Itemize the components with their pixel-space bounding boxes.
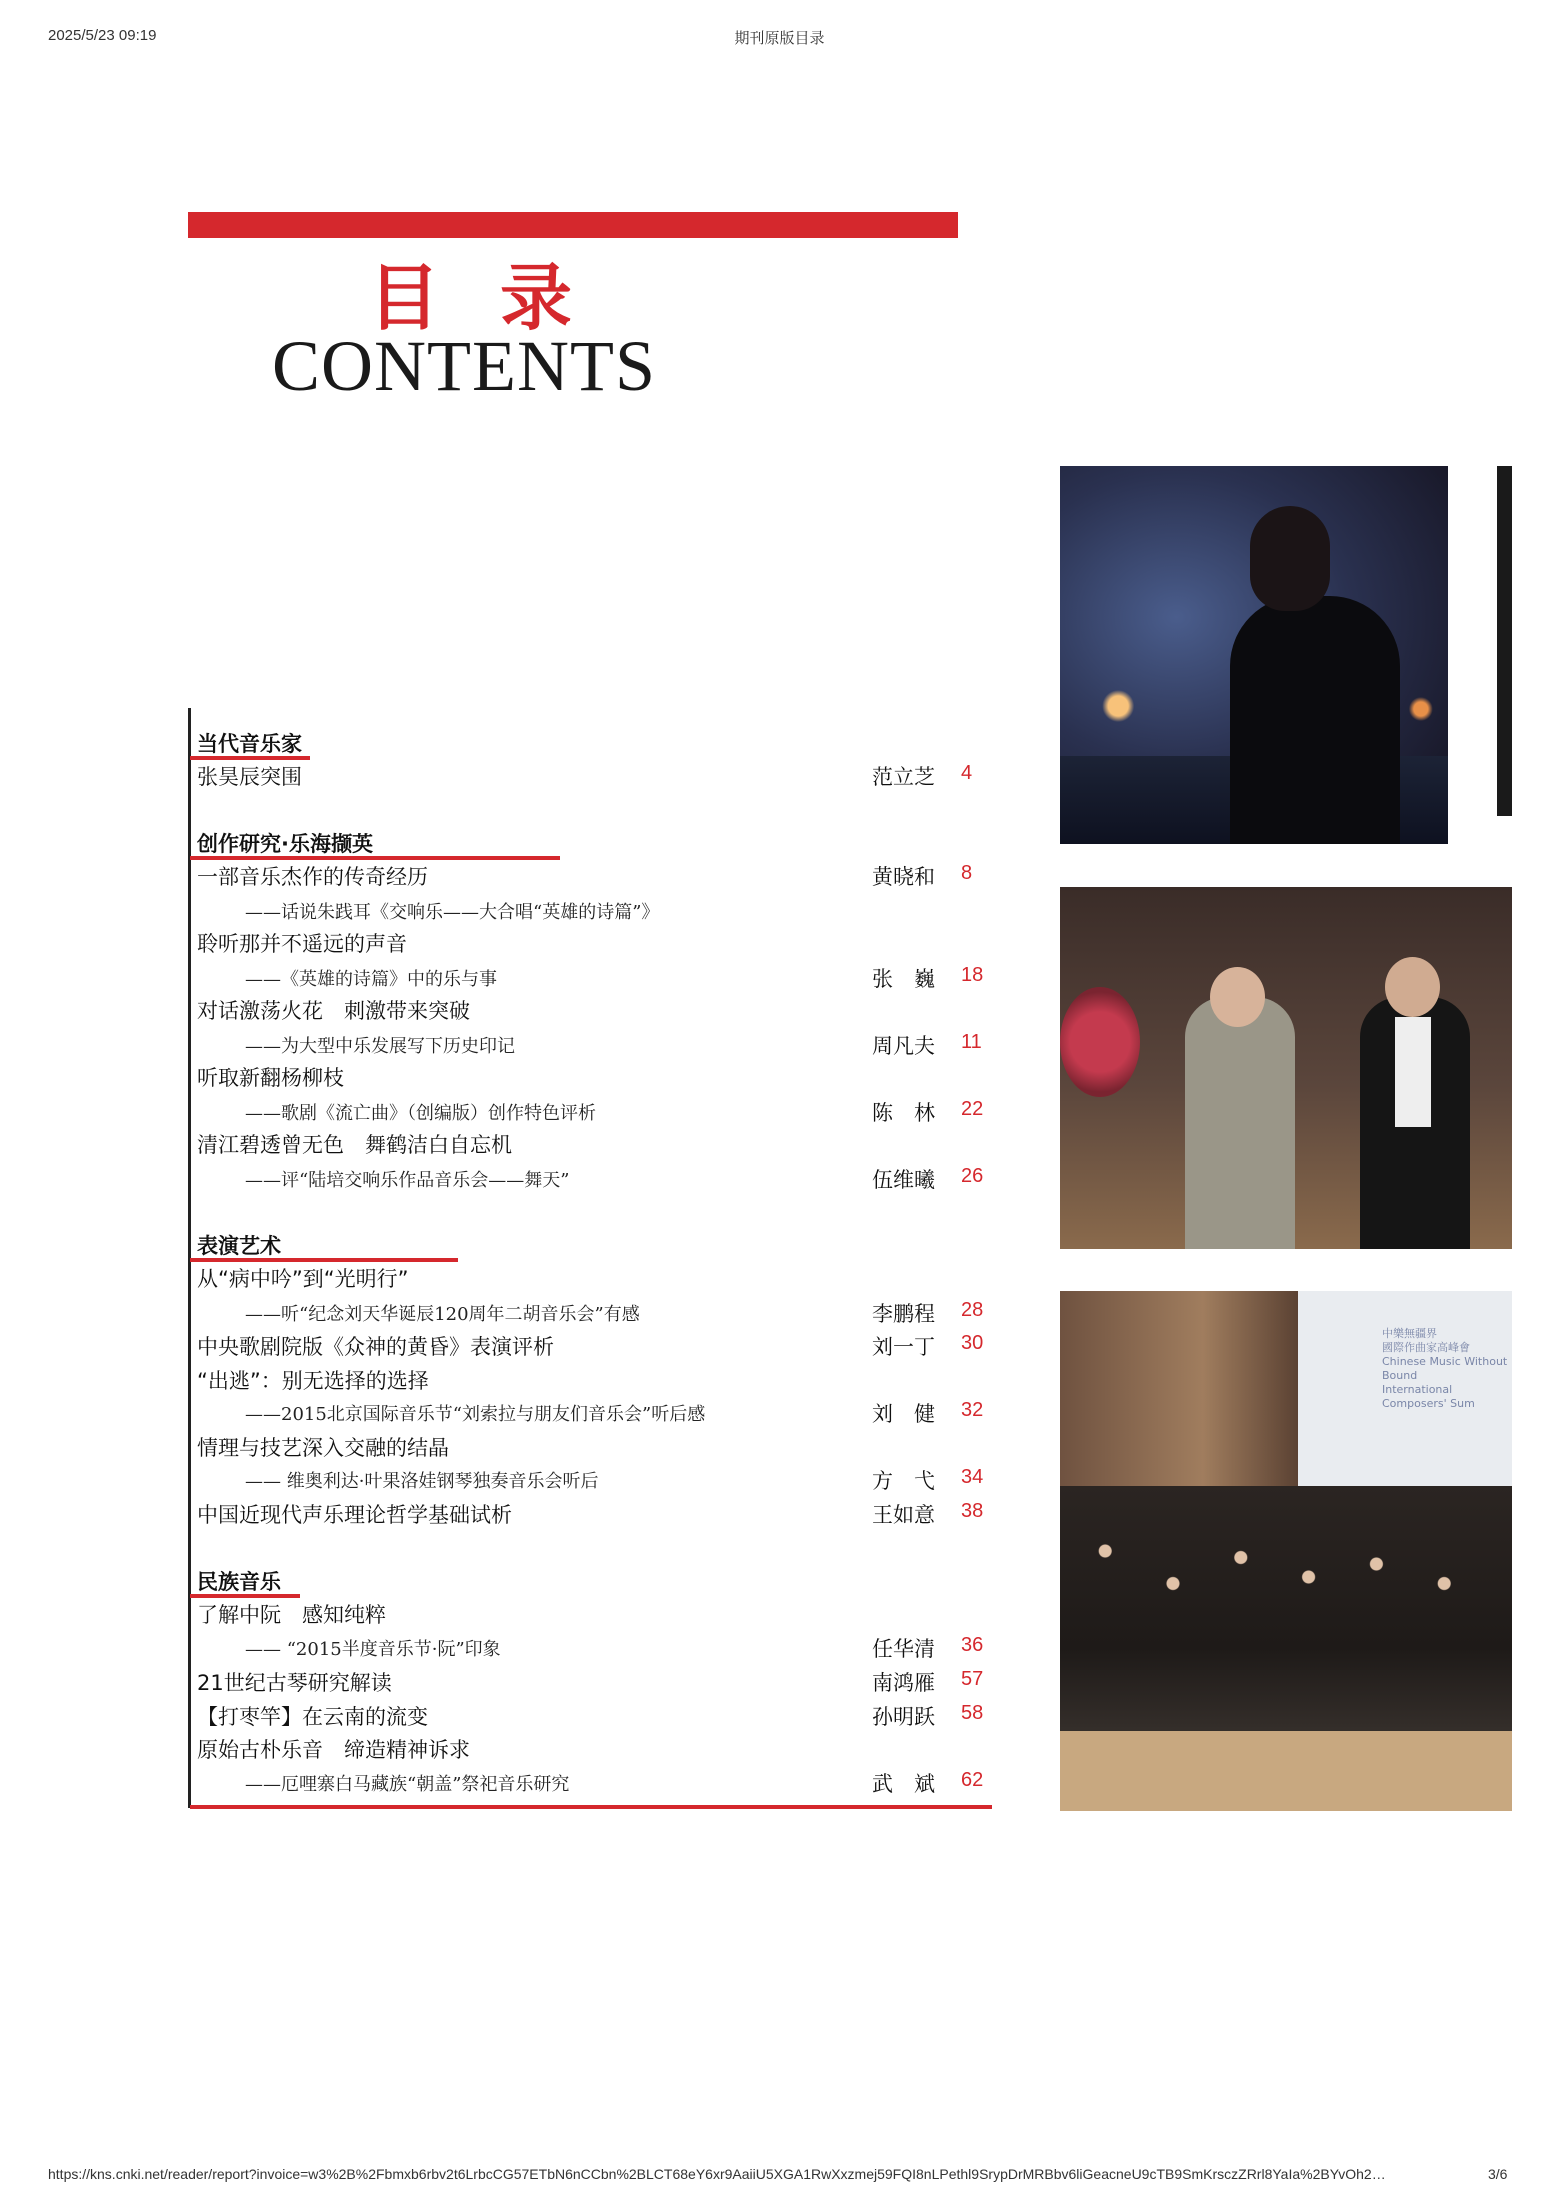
toc-entry-title[interactable]: 听取新翻杨柳枝 — [197, 1066, 344, 1090]
toc-entry-author: 武 斌 — [872, 1772, 935, 1796]
title-chinese: 目录 — [368, 256, 633, 340]
toc-entry-title[interactable]: 对话激荡火花 刺激带来突破 — [197, 999, 470, 1023]
elder-man-figure — [1185, 997, 1295, 1249]
toc-entry-author: 张 巍 — [872, 967, 935, 991]
section-underline — [190, 1258, 458, 1262]
section-heading: 民族音乐 — [197, 1570, 281, 1594]
toc-entry-author: 黄晓和 — [872, 865, 935, 889]
screen-text-line: 中樂無疆界 — [1382, 1327, 1437, 1340]
figure-silhouette — [1230, 596, 1400, 844]
toc-entry-author: 方 弋 — [872, 1469, 935, 1493]
screen-text-line: 國際作曲家高峰會 — [1382, 1341, 1470, 1354]
toc-entry-subtitle: ——话说朱践耳《交响乐——大合唱“英雄的诗篇”》 — [245, 902, 660, 923]
toc-entry-title[interactable]: 了解中阮 感知纯粹 — [197, 1603, 386, 1627]
toc-entry-author: 南鸿雁 — [872, 1671, 935, 1695]
section-underline — [190, 856, 560, 860]
toc-entry-title[interactable]: “出逃”：别无选择的选择 — [197, 1369, 429, 1393]
toc-entry-page[interactable]: 18 — [961, 964, 984, 986]
toc-entry-title[interactable]: 情理与技艺深入交融的结晶 — [197, 1436, 449, 1460]
toc-entry-page[interactable]: 34 — [961, 1466, 984, 1488]
toc-entry-title[interactable]: 【打枣竿】在云南的流变 — [197, 1705, 428, 1729]
toc-entry-author: 刘 健 — [872, 1402, 935, 1426]
toc-entry-author: 孙明跃 — [872, 1705, 935, 1729]
print-timestamp: 2025/5/23 09:19 — [48, 27, 157, 44]
toc-entry-author: 陈 林 — [872, 1101, 935, 1125]
source-url[interactable]: https://kns.cnki.net/reader/report?invoice=w3%2B%2Fbmxb6rbv2t6LrbcCG57ETbN6nCCbn%2BLCT68eY6xr9AaiiU5XGA1RwXxzmej59FQI8nLPethl9SrypDrMRBbv6liGeacneU9cTB9SmKrsczZRrl8YaIa%2BYvOh2… — [48, 2166, 1386, 2182]
toc-entry-author: 范立芝 — [872, 765, 935, 789]
screen-text-line: International Composers' Sum — [1382, 1383, 1475, 1410]
elder-man-head — [1210, 967, 1265, 1027]
toc-entry-subtitle: —— 维奥利达·叶果洛娃钢琴独奏音乐会听后 — [245, 1471, 599, 1492]
title-red-bar — [188, 212, 958, 238]
section-heading: 当代音乐家 — [197, 732, 302, 756]
toc-entry-author: 王如意 — [872, 1503, 935, 1527]
toc-entry-author: 任华清 — [872, 1637, 935, 1661]
toc-entry-title[interactable]: 张昊辰突围 — [197, 765, 302, 789]
toc-entry-title[interactable]: 原始古朴乐音 缔造精神诉求 — [197, 1738, 470, 1762]
toc-entry-author: 刘一丁 — [872, 1335, 935, 1359]
toc-entry-page[interactable]: 11 — [961, 1031, 982, 1053]
toc-entry-author: 伍维曦 — [872, 1168, 935, 1192]
title-english: CONTENTS — [272, 326, 656, 406]
photo-concert-stage — [1060, 887, 1512, 1249]
section-underline — [190, 756, 310, 760]
toc-entry-title[interactable]: 清江碧透曾无色 舞鹤洁白自忘机 — [197, 1133, 512, 1157]
toc-entry-page[interactable]: 28 — [961, 1299, 984, 1321]
figure-head — [1250, 506, 1330, 611]
toc-entry-subtitle: ——2015北京国际音乐节“刘索拉与朋友们音乐会”听后感 — [245, 1404, 706, 1425]
toc-entry-page[interactable]: 36 — [961, 1634, 984, 1656]
toc-entry-page[interactable]: 62 — [961, 1769, 984, 1791]
toc-entry-page[interactable]: 32 — [961, 1399, 984, 1421]
toc-entry-title[interactable]: 21世纪古琴研究解读 — [197, 1671, 392, 1695]
conductor-head — [1385, 957, 1440, 1017]
toc-entry-subtitle: ——听“纪念刘天华诞辰120周年二胡音乐会”有感 — [245, 1304, 640, 1325]
toc-entry-page[interactable]: 22 — [961, 1098, 984, 1120]
photo-portrait-night — [1060, 466, 1448, 844]
toc-entry-title[interactable]: 中央歌剧院版《众神的黄昏》表演评析 — [197, 1335, 554, 1359]
toc-entry-subtitle: ——评“陆培交响乐作品音乐会——舞天” — [245, 1170, 570, 1191]
toc-entry-author: 李鹏程 — [872, 1302, 935, 1326]
page-indicator: 3/6 — [1488, 2166, 1508, 2182]
toc-entry-page[interactable]: 8 — [961, 862, 973, 884]
toc-entry-subtitle: ——为大型中乐发展写下历史印记 — [245, 1036, 515, 1057]
conductor-shirt — [1395, 1017, 1431, 1127]
section-heading: 表演艺术 — [197, 1234, 281, 1258]
screen-text-line: Chinese Music Without Bound — [1382, 1355, 1508, 1382]
toc-entry-subtitle: ——厄哩寨白马藏族“朝盖”祭祀音乐研究 — [245, 1774, 570, 1795]
toc-entry-subtitle: ——《英雄的诗篇》中的乐与事 — [245, 969, 497, 990]
photo-edge-strip — [1497, 466, 1512, 816]
toc-bottom-rule — [190, 1805, 992, 1809]
toc-entry-page[interactable]: 26 — [961, 1165, 984, 1187]
toc-entry-page[interactable]: 38 — [961, 1500, 984, 1522]
toc-entry-title[interactable]: 一部音乐杰作的传奇经历 — [197, 865, 428, 889]
section-heading: 创作研究·乐海撷英 — [197, 832, 373, 856]
toc-entry-author: 周凡夫 — [872, 1034, 935, 1058]
bouquet — [1060, 987, 1140, 1097]
toc-entry-title[interactable]: 中国近现代声乐理论哲学基础试析 — [197, 1503, 512, 1527]
section-underline — [190, 1594, 300, 1598]
toc-entry-page[interactable]: 30 — [961, 1332, 984, 1354]
toc-entry-page[interactable]: 57 — [961, 1668, 984, 1690]
toc-entry-page[interactable]: 58 — [961, 1702, 984, 1724]
toc-entry-subtitle: ——歌剧《流亡曲》（创编版）创作特色评析 — [245, 1103, 596, 1124]
stage-floor — [1060, 1731, 1512, 1811]
toc-entry-title[interactable]: 从“病中吟”到“光明行” — [197, 1267, 409, 1291]
print-title: 期刊原版目录 — [734, 30, 825, 47]
hall-wall — [1060, 1291, 1298, 1486]
toc-entry-title[interactable]: 聆听那并不遥远的声音 — [197, 932, 407, 956]
photo-group-summit — [1060, 1291, 1512, 1811]
toc-entry-subtitle: —— “2015半度音乐节·阮”印象 — [245, 1639, 501, 1660]
toc-entry-page[interactable]: 4 — [961, 762, 973, 784]
